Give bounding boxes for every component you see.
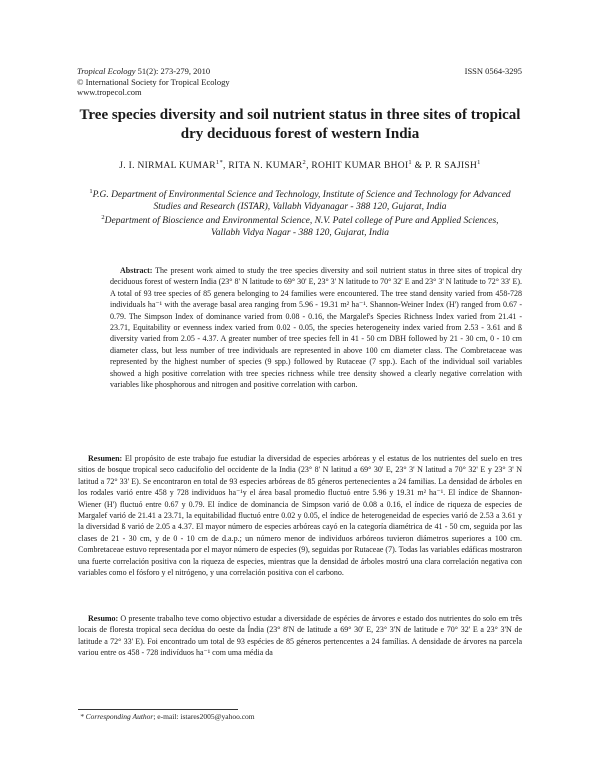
journal-name: Tropical Ecology <box>77 66 136 76</box>
abstract-text: The present work aimed to study the tree species diversity and soil nutrient status in three sites of tropical dry deciduous forest of western India (23° 8' N latitude to 69° 30' E, 23° 3' N latitude to 70° 32' E and 23° 3' N latitude to 72° 33' E). A total of 93 tree species of 85 genera belonging to 24 families were encountered. The tree stand density varied from 458-728 individuals ha⁻¹ with the average basal area ranging from 5.96 - 19.31 m² ha⁻¹. Shannon-Weiner Index (H') ranged from 0.67 - 0.79. The Simpson Index of dominance varied from 0.08 - 0.16, the Margalef's Species Richness Index varied from 21.41 - 23.71, Equitability or evenness index varied from 0.02 - 0.05, the species heterogeneity index varied from 2.53 - 3.61 and ß diversity varied from 2.05 - 4.37. A greater number of tree species fell in 41 - 50 cm DBH followed by 21 - 30 cm, 0 - 10 cm diameter class, but less number of tree individuals are represented in above 100 cm diameter class. The Combretaceae was represented by the highest number of species (9 spp.) followed by Rutaceae (7 spp.). Each of the individual soil variables showed a high positive correlation with tree species richness while tree density showed a clearly negative correlation with variables like phosphorous and nitrogen and positive correlation with carbon. <box>110 266 522 390</box>
author-name: , RITA N. KUMAR <box>223 161 303 172</box>
journal-website: www.tropecol.com <box>77 87 142 97</box>
author-name: & P. R SAJISH <box>411 161 478 172</box>
affiliation-text: P.G. Department of Environmental Science and Technology, Institute of Science and Technology for Advanced Studies and Research (ISTAR), Vallabh Vidyanagar - 388 120, Gujarat, India <box>92 190 511 213</box>
affiliation-superscript: 1 <box>89 188 93 195</box>
journal-citation <box>77 66 230 77</box>
author-superscript: 1 <box>477 159 481 166</box>
author-superscript: 1 <box>408 159 412 166</box>
author-name: J. I. NIRMAL KUMAR <box>119 161 216 172</box>
society-line: © International Society for Tropical Ecology <box>77 76 230 87</box>
abstract-spanish <box>78 453 522 578</box>
author-name: , ROHIT KUMAR BHOI <box>306 161 409 172</box>
author-superscript: 2 <box>302 159 307 166</box>
paper-title: Tree species diversity and soil nutrient status in three sites of tropical dry deciduous forest of western India <box>79 107 521 142</box>
journal-volume: 51(2): 273-279, 2010 <box>135 66 211 76</box>
abstract-portuguese <box>78 613 522 659</box>
footnote-label: * Corresponding Author <box>80 712 154 721</box>
author-list <box>78 159 522 171</box>
affiliation-text: Department of Bioscience and Environmental Science, N.V. Patel college of Pure and Applied Sciences, Vallabh Vidya Nagar - 388 120, Gujarat, India <box>104 216 499 239</box>
resumo-text: O presente trabalho teve como objectivo estudar a diversidade de espécies de árvores e estado dos nutrientes do solo em três locais de floresta tropical seca decídua do oeste da Índia (23° 8'N de latitude a 69° 30' E, 23° 3'N de latitude e 70° 32' E a 23° 3'N de latitude a 72° 33' E). Foi encontrado um total de 93 espécies de 85 géneros pertencentes a 24 famílias. A densidade de árvores na parcela variou entre os 458 - 728 indivíduos ha⁻¹ com uma média da <box>78 614 522 658</box>
resumen-label: Resumen: <box>88 454 123 463</box>
affiliation-1 <box>88 186 512 213</box>
affiliation-2 <box>88 212 512 239</box>
footnote-email: ; e-mail: istares2005@yahoo.com <box>153 712 255 721</box>
issn: ISSN 0564-3295 <box>464 66 522 76</box>
footnote <box>80 712 255 721</box>
abstract-english <box>110 265 522 390</box>
abstract-label: Abstract: <box>120 266 153 275</box>
affiliation-superscript: 2 <box>101 214 105 221</box>
footnote-rule <box>78 709 238 710</box>
author-superscript: 1* <box>215 159 224 166</box>
resumo-label: Resumo: <box>88 614 119 623</box>
journal-header <box>77 66 230 98</box>
resumen-text: El propósito de este trabajo fue estudiar la diversidad de especies arbóreas y el estatus de los nutrientes del suelo en tres sitios de bosque tropical seco caducifolio del occidente de la India (23° 8' N latitud a 69° 30' E, 23° 3' N latitud a 70° 32' E y 23° 3' N latitud a 72° 33' E). Se encontraron en total de 93 especies arbóreas de 85 géneros pertenecientes a 24 familias. La densidad de árboles en los rodales varió entre 458 y 728 individuos ha⁻¹y el área basal promedio fluctuó entre 5.96 y 19.31 m² ha⁻¹. El índice de Shannon-Wiener (H') fluctuó entre 0.67 y 0.79. El índice de dominancia de Simpson varió de 0.08 a 0.16, el índice de riqueza de especies de Margalef varió de 21.41 a 23.71, la equitabilidad fluctuó entre 0.02 y 0.05, el índice de heterogeneidad de especies varió de 2.53 a 3.61 y la diversidad ß varió de 2.05 a 4.37. El mayor número de especies arbóreas cayó en la categoría diamétrica de 41 - 50 cm, seguida por las clases de 21 - 30 cm, y de 0 - 10 cm de d.a.p.; un número menor de individuos arbóreos tuvieron diámetros superiores a 100 cm. Combretaceae estuvo representada por el mayor número de especies (9), seguidas por Rutaceae (7). Todas las variables edáficas mostraron una fuerte correlación positiva con la riqueza de especies, mientras que la densidad de árboles mostró una clara correlación negativa con variables como el fósforo y el nitrógeno, y una correlación positiva con el carbono. <box>78 454 523 578</box>
